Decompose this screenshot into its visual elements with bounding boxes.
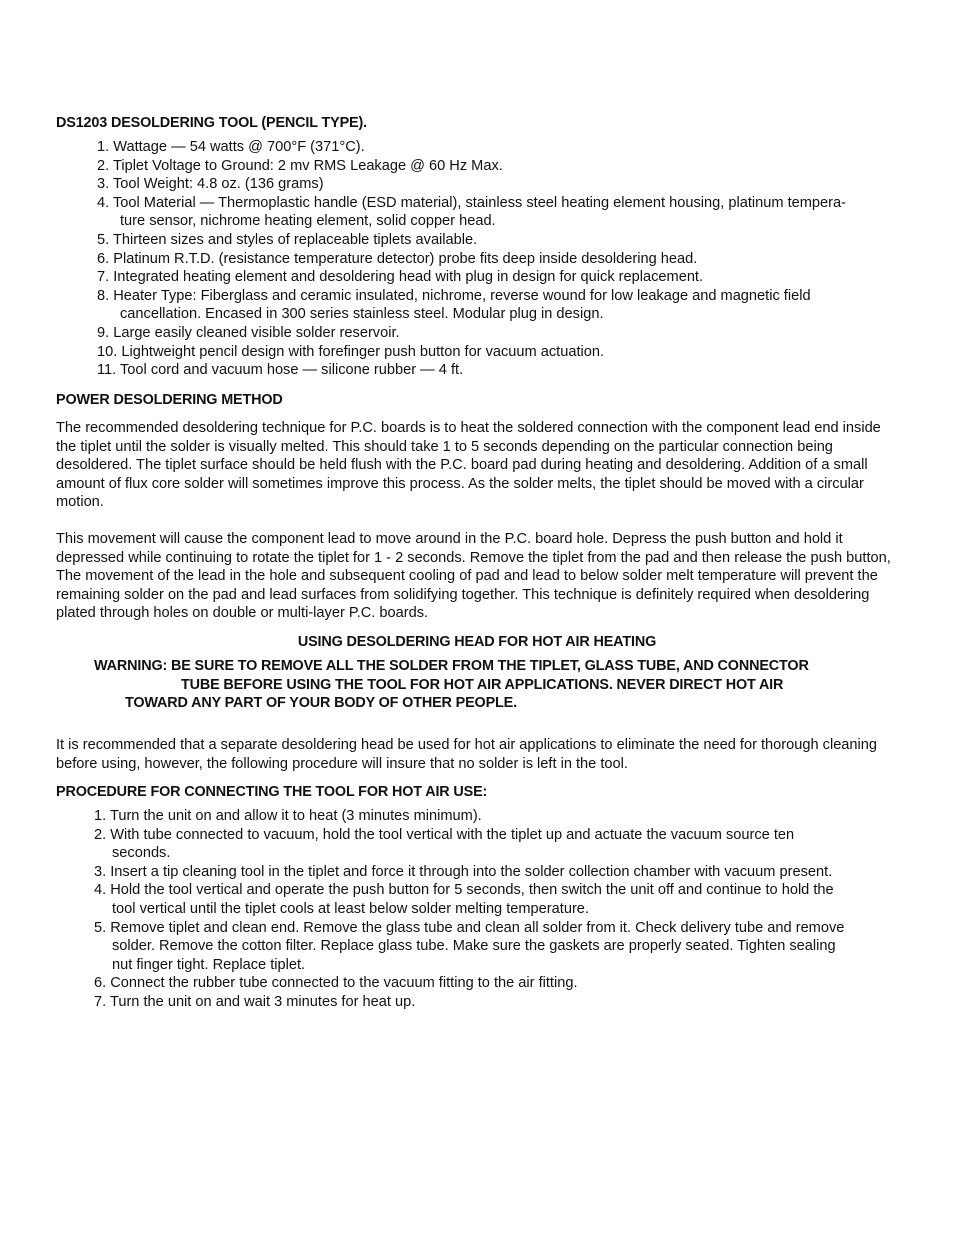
list-item <box>97 361 917 380</box>
list-item <box>97 175 917 194</box>
list-item-text: 5. Remove tiplet and clean end. Remove the glass tube and clean all solder from it. Check delivery tube and remove <box>94 919 845 936</box>
list-item-text: 7. Integrated heating element and desoldering head with plug in design for quick replacement. <box>97 269 704 286</box>
list-item-text: 4. Tool Material — Thermoplastic handle (ESD material), stainless steel heating element housing, platinum tempera- <box>97 194 846 211</box>
power-desoldering-paragraph-2: This movement will cause the component lead to move around in the P.C. board hole. Depress the push button and hold it depressed while continuing to rotate the tiplet for 1 - 2 seconds. Remove the tiplet from the pad and then release the push button, The movement of the lead in the hole and subsequent cooling of pad and lead to below solder melt temperature will prevent the remaining solder on the pad and lead surfaces from solidifying together. This technique is definitely required when desoldering plated through holes on double or multi-layer P.C. boards. <box>56 531 891 622</box>
list-item <box>94 993 914 1012</box>
warning-block <box>94 657 809 713</box>
list-item <box>97 194 917 231</box>
list-item <box>94 919 914 975</box>
procedure-list <box>94 807 914 1012</box>
power-desoldering-paragraph-1: The recommended desoldering technique for P.C. boards is to heat the soldered connection with the component lead end inside the tiplet until the solder is visually melted. This should take 1 to 5 seconds depending on the particular connection being desoldered. The tiplet surface should be held flush with the P.C. board pad during heating and desoldering. Addition of a small amount of flux core solder will sometimes improve this process. As the solder melts, the tiplet should be moved with a circular motion. <box>56 420 881 511</box>
list-item-text: 6. Platinum R.T.D. (resistance temperature detector) probe fits deep inside desoldering head. <box>97 250 698 267</box>
list-item <box>94 826 914 863</box>
list-item-continuation: ture sensor, nichrome heating element, solid copper head. <box>120 213 496 230</box>
list-item <box>94 881 914 918</box>
list-item-text: 2. With tube connected to vacuum, hold the tool vertical with the tiplet up and actuate the vacuum source ten <box>94 826 795 843</box>
list-item-text: 1. Wattage — 54 watts @ 700°F (371°C). <box>97 139 365 155</box>
list-item-text: 3. Tool Weight: 4.8 oz. (136 grams) <box>97 176 324 193</box>
list-item <box>94 974 914 993</box>
list-item <box>97 268 917 287</box>
list-item-text: 5. Thirteen sizes and styles of replaceable tiplets available. <box>97 231 478 248</box>
list-item-continuation: tool vertical until the tiplet cools at least below solder melting temperature. <box>112 900 589 917</box>
warning-line-3: TOWARD ANY PART OF YOUR BODY OF OTHER PEOPLE. <box>125 695 517 712</box>
section-title-procedure: PROCEDURE FOR CONNECTING THE TOOL FOR HOT AIR USE: <box>56 784 488 800</box>
list-item <box>97 250 917 269</box>
list-item-text: 11. Tool cord and vacuum hose — silicone rubber — 4 ft. <box>97 362 464 379</box>
list-item-text: 1. Turn the unit on and allow it to heat (3 minutes minimum). <box>94 808 482 824</box>
list-item <box>97 138 917 157</box>
list-item-continuation: solder. Remove the cotton filter. Replace glass tube. Make sure the gaskets are properly seated. Tighten sealing <box>112 938 836 955</box>
warning-line-1: WARNING: BE SURE TO REMOVE ALL THE SOLDER FROM THE TIPLET, GLASS TUBE, AND CONNECTOR <box>94 658 809 674</box>
list-item-text: 3. Insert a tip cleaning tool in the tiplet and force it through into the solder collection chamber with vacuum present. <box>94 863 833 880</box>
list-item <box>97 157 917 176</box>
list-item <box>97 343 917 362</box>
list-item-text: 8. Heater Type: Fiberglass and ceramic insulated, nichrome, reverse wound for low leakage and magnetic field <box>97 287 811 304</box>
list-item <box>97 324 917 343</box>
list-item <box>97 231 917 250</box>
list-item-continuation: nut finger tight. Replace tiplet. <box>112 956 306 973</box>
list-item-continuation: cancellation. Encased in 300 series stainless steel. Modular plug in design. <box>120 306 604 323</box>
section-title-ds1203: DS1203 DESOLDERING TOOL (PENCIL TYPE). <box>56 115 367 131</box>
list-item <box>97 287 917 324</box>
list-item-text: 4. Hold the tool vertical and operate the push button for 5 seconds, then switch the unit off and continue to hold the <box>94 882 834 899</box>
list-item <box>94 807 914 826</box>
list-item <box>94 863 914 882</box>
section-title-hot-air-heating: USING DESOLDERING HEAD FOR HOT AIR HEATING <box>297 634 657 650</box>
section-title-power-desoldering: POWER DESOLDERING METHOD <box>56 392 283 408</box>
specifications-list <box>97 138 917 380</box>
warning-line-2: TUBE BEFORE USING THE TOOL FOR HOT AIR APPLICATIONS. NEVER DIRECT HOT AIR <box>181 676 784 693</box>
list-item-continuation: seconds. <box>112 845 171 862</box>
list-item-text: 10. Lightweight pencil design with forefinger push button for vacuum actuation. <box>97 343 605 360</box>
hot-air-paragraph: It is recommended that a separate desoldering head be used for hot air applications to eliminate the need for thorough cleaning before using, however, the following procedure will insure that no solder is left in the tool. <box>56 737 878 772</box>
list-item-text: 2. Tiplet Voltage to Ground: 2 mv RMS Leakage @ 60 Hz Max. <box>97 157 503 174</box>
list-item-text: 9. Large easily cleaned visible solder reservoir. <box>97 324 400 341</box>
list-item-text: 6. Connect the rubber tube connected to the vacuum fitting to the air fitting. <box>94 975 578 992</box>
list-item-text: 7. Turn the unit on and wait 3 minutes for heat up. <box>94 993 416 1010</box>
